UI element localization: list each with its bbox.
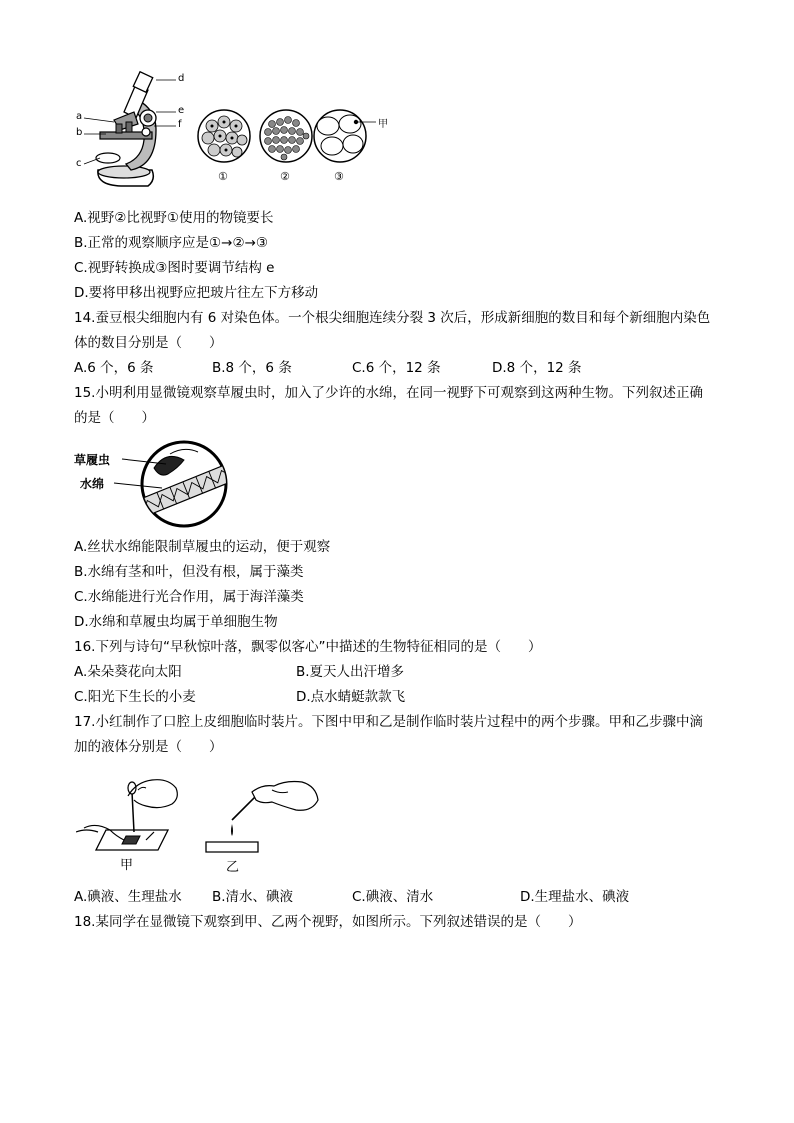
field-label-2: ② [280, 170, 290, 183]
q16-option-a: A.朵朵葵花向太阳 [74, 664, 182, 680]
label-c: c [76, 158, 82, 169]
label-jia: 甲 [378, 119, 388, 130]
q15-option-c: C.水绵能进行光合作用，属于海洋藻类 [74, 589, 304, 605]
q14-option-d: D.8 个，12 条 [492, 360, 582, 376]
label-d: d [178, 73, 185, 84]
label-a: a [76, 111, 83, 122]
q16-option-b: B.夏天人出汗增多 [296, 664, 405, 680]
q17-option-b: B.清水、碘液 [212, 889, 294, 905]
slide-prep-drawing [76, 770, 326, 875]
microscope-figure [76, 70, 396, 195]
q14-stem-line1: 14.蚕豆根尖细胞内有 6 对染色体。一个根尖细胞连续分裂 3 次后，形成新细胞的数目和每个新细胞内染色 [74, 310, 711, 326]
paramecium-spirogyra-figure [74, 438, 234, 530]
label-step-yi: 乙 [226, 860, 240, 875]
label-b: b [76, 127, 83, 138]
q13-option-b: B.正常的观察顺序应是①→②→③ [74, 235, 268, 251]
field-label-1: ① [218, 170, 228, 183]
label-step-jia: 甲 [120, 858, 134, 873]
q15-stem-line2: 的是（ ） [74, 410, 155, 426]
q14-option-a: A.6 个，6 条 [74, 360, 154, 376]
slide-prep-figure [76, 770, 326, 875]
q17-stem-line1: 17.小红制作了口腔上皮细胞临时装片。下图中甲和乙是制作临时装片过程中的两个步骤。甲和乙步骤中滴 [74, 714, 703, 730]
microscope-drawing [76, 70, 396, 195]
q16-stem: 16.下列与诗句“早秋惊叶落，飘零似客心”中描述的生物特征相同的是（ ） [74, 639, 542, 655]
q15-option-d: D.水绵和草履虫均属于单细胞生物 [74, 614, 278, 630]
q13-option-a: A.视野②比视野①使用的物镜要长 [74, 210, 274, 226]
q17-option-c: C.碘液、清水 [352, 889, 434, 905]
q14-option-b: B.8 个，6 条 [212, 360, 292, 376]
q16-option-d: D.点水蜻蜓款款飞 [296, 689, 406, 705]
q15-option-b: B.水绵有茎和叶，但没有根，属于藻类 [74, 564, 304, 580]
label-paramecium: 草履虫 [74, 453, 111, 467]
label-spirogyra: 水绵 [80, 477, 105, 491]
q14-option-c: C.6 个，12 条 [352, 360, 441, 376]
label-e: e [178, 105, 185, 116]
q13-option-c: C.视野转换成③图时要调节结构 e [74, 260, 275, 276]
q17-option-a: A.碘液、生理盐水 [74, 889, 182, 905]
q15-option-a: A.丝状水绵能限制草履虫的运动，便于观察 [74, 539, 331, 555]
q16-option-c: C.阳光下生长的小麦 [74, 689, 196, 705]
q18-stem: 18.某同学在显微镜下观察到甲、乙两个视野，如图所示。下列叙述错误的是（ ） [74, 914, 582, 930]
q13-option-d: D.要将甲移出视野应把玻片往左下方移动 [74, 285, 319, 301]
q17-stem-line2: 加的液体分别是（ ） [74, 739, 223, 755]
q15-stem-line1: 15.小明利用显微镜观察草履虫时，加入了少许的水绵，在同一视野下可观察到这两种生物。下列叙述正确 [74, 385, 703, 401]
q17-option-d: D.生理盐水、碘液 [520, 889, 630, 905]
label-f: f [178, 119, 182, 130]
field-label-3: ③ [334, 170, 344, 183]
q14-stem-line2: 体的数目分别是（ ） [74, 335, 223, 351]
